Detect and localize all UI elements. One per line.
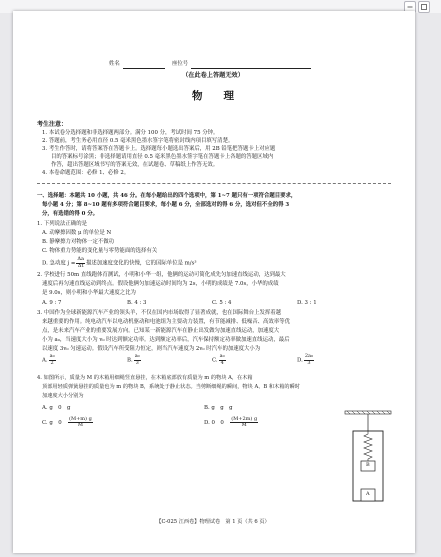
q3-option-c (212, 354, 227, 367)
q1-option-a: A. 动摩擦因数 μ 的单位是 N (42, 230, 112, 236)
q4-d-den: M (241, 422, 247, 428)
q1-stem: 1. 下列说法正确的是 (37, 221, 87, 227)
instruction-line: 4. 本卷命题范围：必修 1、必修 2。 (42, 170, 130, 176)
q4-option-b: B. g g g (204, 405, 233, 411)
q1-d-den: Δt (77, 262, 84, 269)
section-heading: 一、选择题：本题共 10 小题，共 46 分。在每小题给出的四个选项中，第 1~7 题只有一项符合题目要求， (37, 193, 297, 199)
q3-a-den: 2 (50, 359, 54, 366)
q3-a-fraction (49, 354, 56, 366)
q2-option-c: C. 5 : 4 (212, 300, 232, 306)
expand-icon[interactable] (418, 1, 430, 13)
instruction-line: 1. 本试卷分选择题和非选择题两部分。满分 100 分，考试时间 75 分钟。 (42, 130, 219, 136)
q2-line: 速度后再匀速直线运动到终点。假设他俩匀加速运动时间均为 2s，小明的成绩是 7.0s，小华的成绩 (42, 281, 279, 287)
q2-line: 2. 学校进行 50m 直线跑体育测试，小明和小华一组，他俩的运动可简化成先匀加速直线运动，达到最大 (37, 272, 286, 278)
q3-b-den: 3 (135, 359, 139, 366)
q4-c-num: (M+m) g (69, 415, 92, 422)
q3-d-den: 3 (307, 359, 311, 366)
q1-d-prefix: D. 急动度 j = (42, 260, 76, 267)
q4-d-label: D. 0 0 (204, 420, 224, 426)
q4-c-den: M (77, 422, 83, 428)
q4-option-d (204, 416, 259, 430)
q4-figure (343, 409, 393, 509)
q3-option-a (42, 354, 57, 367)
q1-d-num: Δa (77, 256, 84, 262)
section-heading: 分，有选错的得 0 分。 (42, 211, 99, 217)
q1-d-suffix: 描述加速度变化的快慢，它的国际单位是 m/s³ (85, 260, 197, 267)
page-footer: 【C-025 江西卷】物理试卷 第 1 页（共 6 页） (156, 519, 270, 525)
document-page (13, 11, 415, 553)
q3-b-fraction (134, 354, 141, 366)
q3-d-label: D. (297, 357, 303, 364)
seat-label: 座位号 (172, 61, 189, 67)
q3-line: 来越重要的作用。纯电动汽车以电动机驱动和电池组为主要动力装置，有节能减排、低噪音、高效率等优 (42, 319, 290, 325)
name-label: 姓名 (109, 61, 120, 67)
q2-option-a: A. 9 : 7 (42, 300, 62, 306)
q3-line: 以速度 3v₀ 匀速运动。假设汽车所受阻力恒定，则当汽车速度为 2v₀ 时汽车的加速度大小为 (42, 346, 261, 352)
q4-line: 4. 如图所示，质量为 M 的木箱用细绳竖直悬挂，在木箱底部放有质量为 m 的物块 A，在木箱 (37, 375, 253, 381)
q4-c-fraction (68, 417, 93, 429)
q3-b-num: a₀ (134, 353, 140, 359)
instruction-line: 3. 考生作答时，请将答案答在答题卡上。选择题每小题选出答案后，用 2B 铅笔把答题卡上对应题 (42, 146, 276, 152)
q1-option-b: B. 静摩擦力对物体一定不做功 (42, 239, 115, 245)
q3-option-b (127, 354, 142, 367)
q3-b-label: B. (127, 357, 133, 364)
q2-option-d: D. 3 : 1 (297, 300, 317, 306)
q1-d-fraction (76, 257, 85, 269)
seat-blank (191, 68, 311, 69)
q3-c-num: a₀ (219, 353, 225, 359)
q3-d-num: 2a₀ (304, 353, 314, 359)
instruction-line: 目的答案标号涂黑；非选择题请用直径 0.5 毫米黑色墨水签字笔在答题卡上各题的答题区域内 (51, 154, 274, 160)
instruction-line: 2. 答题前，考生务必用直径 0.5 毫米黑色墨水签字笔将密封线内项目填写清楚。 (42, 138, 234, 144)
q1-option-d (42, 257, 197, 270)
q4-line: 顶部用轻质弹簧悬挂的质量也为 m 的物块 B，系统处于静止状态。当剪断细绳的瞬间，物块 A、B 和木箱的瞬时 (42, 384, 300, 390)
q3-option-d (297, 354, 315, 367)
q3-c-label: C. (212, 357, 218, 364)
q3-a-num: a₀ (49, 353, 55, 359)
q3-line: 3. 中国作为全球新能源汽车产业的领头羊，不仅在国内市场取得了显著成就，也在国际舞台上发挥着越 (37, 310, 282, 316)
q3-d-fraction (304, 354, 314, 366)
name-blank (123, 68, 165, 69)
q4-option-c (42, 416, 94, 430)
q4-figure-label-a: A (366, 491, 370, 497)
q4-figure-label-b: B (366, 462, 370, 468)
q4-d-num: (M+2m) g (231, 415, 258, 422)
subject-title: 物 理 (192, 90, 234, 102)
q4-d-fraction (230, 417, 258, 429)
q3-c-fraction (219, 354, 226, 366)
q3-line: 小为 a₀，当速度大小为 v₀ 时达到额定功率。达到额定功率后，汽车保持额定功率做加速直线运动，最后 (42, 337, 290, 343)
q3-c-den: 4 (220, 359, 224, 366)
q2-option-b: B. 4 : 3 (127, 300, 147, 306)
section-heading: 每小题 4 分；第 8~10 题有多项符合题目要求，每小题 6 分，全部选对的得 6 分，选对但不全的得 3 (42, 202, 290, 208)
q2-line: 是 9.0s，则小明和小华最大速度之比为 (42, 290, 136, 296)
instructions-title: 考生注意： (37, 121, 68, 128)
divider (37, 183, 391, 184)
instruction-line: 作答，超出答题区域书写的答案无效，在试题卷、草稿纸上作答无效。 (51, 162, 219, 168)
q1-option-c: C. 物体重力势能的变化量与零势能面的选择有关 (42, 248, 158, 254)
q4-line: 加速度大小分别为 (42, 393, 84, 399)
q4-c-label: C. g 0 (42, 420, 62, 426)
answer-note: （在此卷上答题无效） (182, 72, 244, 79)
q3-line: 点，是未来汽车产业的重要发展方向。已知某一新能源汽车在静止出发做匀加速直线运动，加速度大 (42, 328, 280, 334)
q3-a-label: A. (42, 357, 48, 364)
q4-option-a: A. g 0 g (42, 405, 71, 411)
